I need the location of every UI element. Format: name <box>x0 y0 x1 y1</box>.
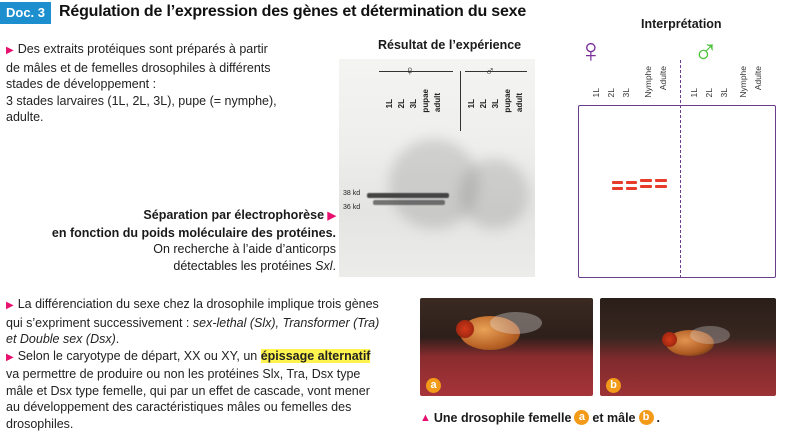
gel-band <box>373 200 445 205</box>
gel-lane-label: 1L <box>385 99 394 109</box>
female-group-line <box>379 71 453 72</box>
gel-smear <box>459 159 529 229</box>
interp-lane-label: Adulte <box>658 66 668 91</box>
gel-lane-label: 2L <box>479 99 488 109</box>
gel-lane-label: 3L <box>491 99 500 109</box>
caption-triangle-icon: ▲ <box>420 411 431 424</box>
gel-lane-label: adult <box>515 93 524 113</box>
interp-band <box>612 187 623 190</box>
interp-lane-label: 1L <box>689 88 699 98</box>
highlight-term: épissage alternatif <box>260 348 371 363</box>
marker-36-label: 36 kd <box>343 204 361 211</box>
electrophoresis-gel-image <box>339 59 535 277</box>
interpretation-title: Interprétation <box>641 17 722 31</box>
interp-band <box>612 181 623 184</box>
doc-title: Régulation de l’expression des gènes et détermination du sexe <box>59 3 527 20</box>
interp-band <box>640 179 652 182</box>
fly-eye <box>456 320 474 338</box>
bullet-icon: ▶ <box>6 351 14 363</box>
pointer-arrow-icon: ▶ <box>327 210 336 222</box>
interp-band <box>655 179 667 182</box>
interp-lane-label: 3L <box>719 88 729 98</box>
gel-lane-label: adult <box>433 93 442 113</box>
caption-marker-a: a <box>574 410 589 425</box>
marker-38-label: 38 kd <box>343 190 361 197</box>
interp-lane-label: Nymphe <box>738 66 748 98</box>
doc-header <box>0 0 526 24</box>
interp-band <box>655 185 667 188</box>
fly-wing <box>490 312 542 334</box>
gel-lane-label: 3L <box>409 99 418 109</box>
interp-lane-label: Adulte <box>753 66 763 91</box>
lane-divider <box>460 71 461 131</box>
male-symbol-icon: ♂ <box>693 32 719 70</box>
fly-wing <box>690 326 730 344</box>
gel-lane-label: 1L <box>467 99 476 109</box>
bullet-icon: ▶ <box>6 300 14 311</box>
marker-a: a <box>426 378 441 393</box>
doc-badge: Doc. 3 <box>0 2 51 24</box>
separation-caption: Séparation par électrophorèse ▶ en fonction du poids moléculaire des protéines. On recherche à l’aide d’anticorps détectables les protéines Sxl. <box>51 208 336 273</box>
interp-band <box>640 185 652 188</box>
gel-band <box>367 193 449 198</box>
interpretation-frame <box>578 105 776 278</box>
interp-band <box>626 181 637 184</box>
male-fly-photo <box>600 298 776 396</box>
interp-lane-label: Nymphe <box>643 66 653 98</box>
marker-b: b <box>606 378 621 393</box>
interp-band <box>626 187 637 190</box>
body-text: ▶ La différenciation du sexe chez la drosophile implique trois gènes qui s’expriment successivement : sex-lethal (Slx), Transformer (Tra) et Double sex (Dsx). ▶ Selon le caryotype de départ, XX ou XY, un épissage alternatif va permettre de produire ou non les protéines Slx, Tra, Dsx type mâle et Dsx type femelle, qui par un effet de cascade, vont mener au développement des caractéristiques mâles ou femelles des drosophiles. <box>6 297 380 431</box>
experiment-title: Résultat de l’expérience <box>378 38 522 52</box>
gel-lane-label: 2L <box>397 99 406 109</box>
female-fly-photo <box>420 298 593 396</box>
fly-eye <box>662 332 677 347</box>
photo-caption: ▲ Une drosophile femelle a et mâle b . <box>420 410 660 425</box>
female-symbol-icon: ♀ <box>578 32 604 70</box>
intro-text: ▶ Des extraits protéiques sont préparés à partir de mâles et de femelles drosophiles à différents stades de développement : 3 stades larvaires (1L, 2L, 3L), pupe (= nymphe), adulte. <box>6 42 277 124</box>
gel-lane-label: pupae <box>503 89 512 113</box>
gel-lane-label: pupae <box>421 89 430 113</box>
bullet-icon: ▶ <box>6 45 14 56</box>
interp-lane-label: 3L <box>621 88 631 98</box>
interp-lane-label: 2L <box>704 88 714 98</box>
male-group-line <box>465 71 527 72</box>
interp-lane-label: 1L <box>591 88 601 98</box>
interp-lane-label: 2L <box>606 88 616 98</box>
caption-marker-b: b <box>639 410 654 425</box>
